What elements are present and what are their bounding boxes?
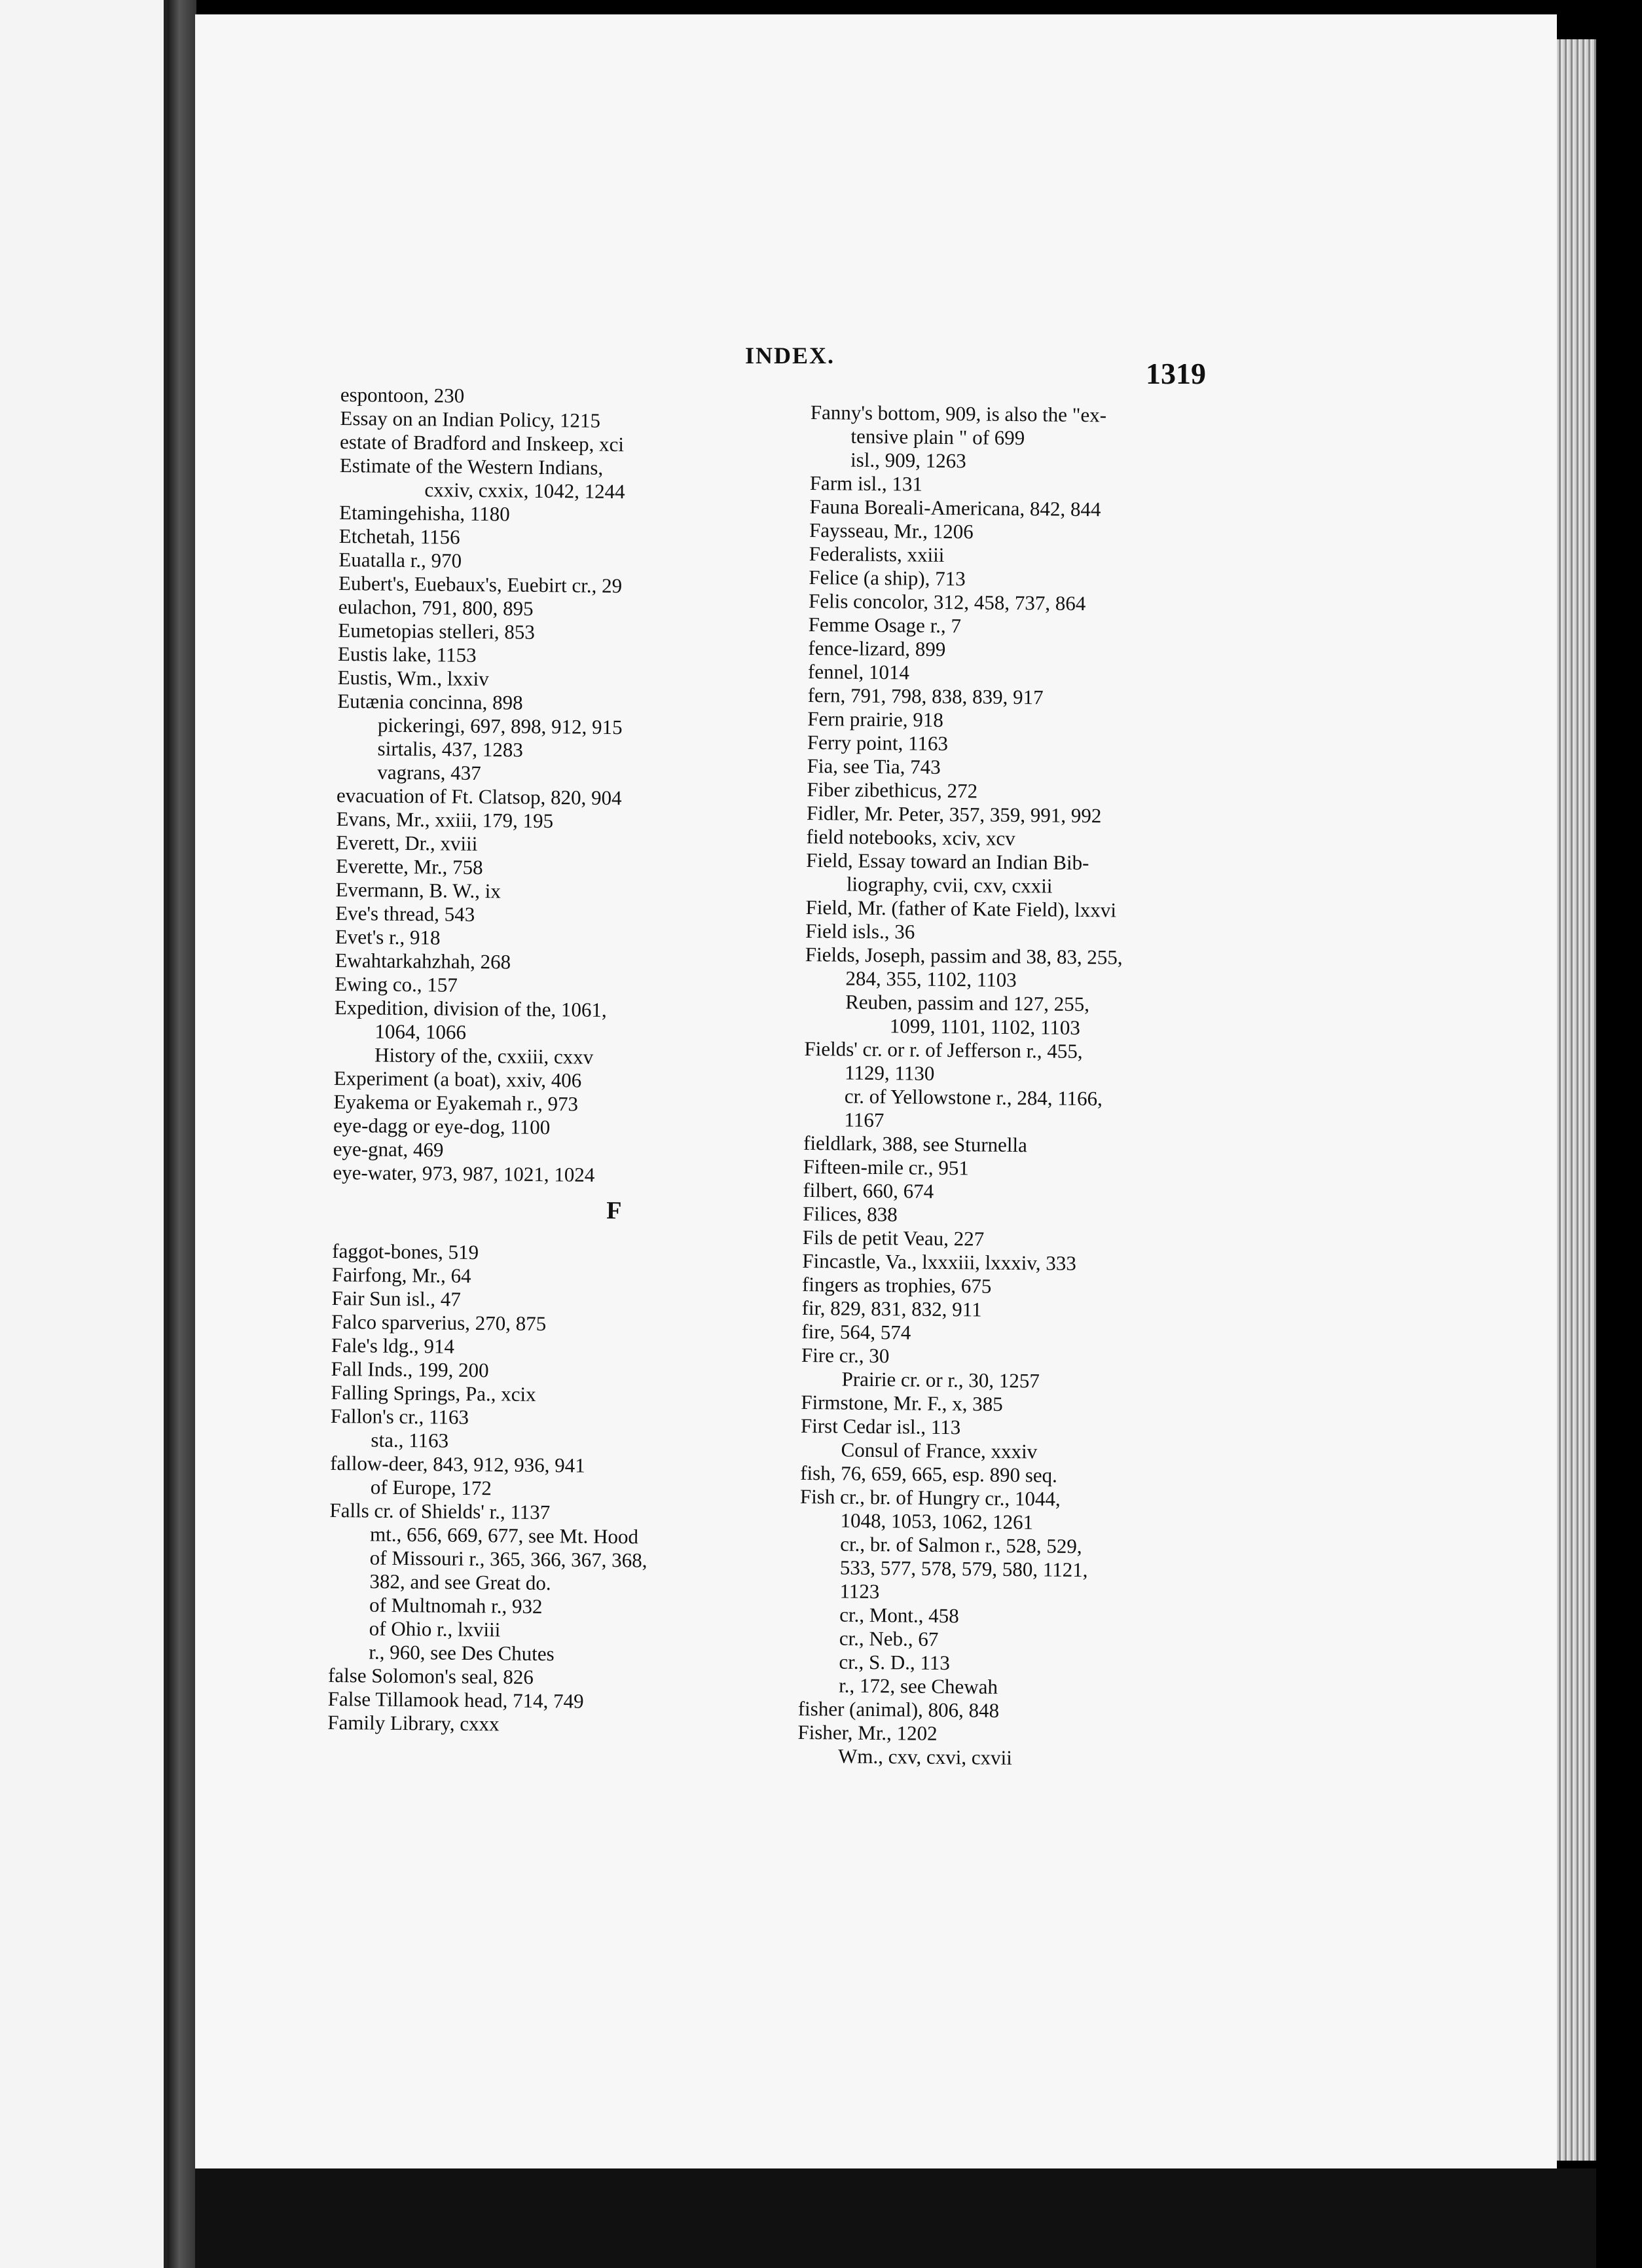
index-entry: Faysseau, Mr., 1206 — [809, 518, 974, 543]
index-entry: 1129, 1130 — [844, 1061, 935, 1085]
index-entry: Fils de petit Veau, 227 — [802, 1225, 985, 1251]
index-entry: Field, Mr. (father of Kate Field), lxxvi — [805, 895, 1117, 922]
index-entry: Ewing co., 157 — [335, 972, 458, 997]
index-entry: fallow-deer, 843, 912, 936, 941 — [329, 1451, 585, 1477]
index-entry: Evermann, B. W., ix — [335, 877, 502, 903]
index-entry: of Missouri r., 365, 366, 367, 368, — [369, 1546, 648, 1572]
index-entry: Eustis, Wm., lxxiv — [337, 665, 489, 691]
index-entry: estate of Bradford and Inskeep, xci — [339, 430, 625, 456]
bottom-shadow — [195, 2168, 1596, 2268]
index-entry: fire, 564, 574 — [801, 1319, 911, 1344]
index-entry: field notebooks, xciv, xcv — [806, 824, 1015, 850]
index-entry: r., 172, see Chewah — [839, 1674, 998, 1698]
right-column — [797, 401, 1243, 1772]
index-entry: Fields, Joseph, passim and 38, 83, 255, — [805, 942, 1123, 969]
index-entry: Felice (a ship), 713 — [809, 565, 966, 591]
index-entry: Estimate of the Western Indians, — [339, 453, 604, 479]
index-entry: cr., S. D., 113 — [839, 1650, 951, 1675]
index-entry: Fire cr., 30 — [801, 1343, 890, 1368]
index-entry: vagrans, 437 — [377, 760, 481, 785]
index-entry: fern, 791, 798, 838, 839, 917 — [807, 683, 1044, 709]
index-entry: Falling Springs, Pa., xcix — [331, 1380, 536, 1406]
index-entry: Eutænia concinna, 898 — [337, 689, 523, 714]
index-entry: Etamingehisha, 1180 — [338, 500, 510, 526]
index-entry: Eubert's, Euebaux's, Euebirt cr., 29 — [338, 571, 623, 598]
index-entry: filbert, 660, 674 — [803, 1178, 934, 1203]
index-entry: Fall Inds., 199, 200 — [331, 1357, 489, 1382]
index-entry: Field, Essay toward an Indian Bib- — [806, 848, 1089, 875]
index-entry: 1048, 1053, 1062, 1261 — [840, 1509, 1034, 1534]
index-entry: Evans, Mr., xxiii, 179, 195 — [336, 807, 554, 833]
index-entry: of Europe, 172 — [370, 1475, 492, 1500]
index-entry: Ewahtarkahzhah, 268 — [335, 948, 511, 974]
index-entry: 1167 — [844, 1108, 885, 1132]
index-entry: Fair Sun isl., 47 — [331, 1286, 461, 1311]
index-entry: False Tillamook head, 714, 749 — [327, 1687, 584, 1713]
index-entry: 284, 355, 1102, 1103 — [845, 966, 1017, 992]
index-entry: eye-gnat, 469 — [333, 1137, 444, 1161]
index-entry: cr., Mont., 458 — [839, 1603, 959, 1628]
index-entry: Fincastle, Va., lxxxiii, lxxxiv, 333 — [802, 1249, 1077, 1275]
index-entry: cr., Neb., 67 — [839, 1626, 939, 1651]
index-entry: tensive plain " of 699 — [850, 424, 1025, 450]
index-page — [195, 14, 1557, 2168]
index-entry: faggot-bones, 519 — [332, 1239, 479, 1264]
page-title: INDEX. — [745, 342, 835, 369]
index-entry: pickeringi, 697, 898, 912, 915 — [377, 713, 623, 739]
left-entries-e — [333, 383, 759, 1188]
index-entry: fish, 76, 659, 665, esp. 890 seq. — [800, 1461, 1058, 1487]
index-entry: fieldlark, 388, see Sturnella — [803, 1131, 1028, 1157]
index-entry: Federalists, xxiii — [809, 541, 945, 566]
index-entry: Ferry point, 1163 — [807, 730, 949, 756]
left-entries-f — [327, 1239, 751, 1738]
index-entry: fir, 829, 831, 832, 911 — [801, 1296, 982, 1321]
index-entry: eulachon, 791, 800, 895 — [338, 594, 534, 620]
index-entry: Eyakema or Eyakemah r., 973 — [333, 1089, 579, 1116]
index-entry: Everett, Dr., xviii — [336, 830, 478, 856]
index-entry: Fauna Boreali-Americana, 842, 844 — [809, 494, 1101, 521]
index-entry: Experiment (a boat), xxiv, 406 — [333, 1066, 582, 1092]
index-entry: Field isls., 36 — [805, 919, 915, 943]
index-entry: Essay on an Indian Policy, 1215 — [340, 406, 601, 432]
index-entry: First Cedar isl., 113 — [800, 1414, 961, 1439]
index-entry: Everette, Mr., 758 — [335, 854, 483, 879]
index-entry: Etchetah, 1156 — [338, 524, 460, 549]
index-entry: Fia, see Tia, 743 — [807, 754, 941, 778]
index-entry: Wm., cxv, cxvi, cxvii — [837, 1744, 1013, 1770]
page-number: 1319 — [1146, 357, 1206, 390]
index-entry: liography, cvii, cxv, cxxii — [846, 872, 1053, 898]
index-entry: Farm isl., 131 — [809, 471, 923, 496]
index-entry: sirtalis, 437, 1283 — [377, 737, 523, 761]
left-column — [327, 383, 759, 1738]
index-entry: 1123 — [839, 1579, 880, 1603]
index-entry: eye-water, 973, 987, 1021, 1024 — [333, 1160, 595, 1186]
index-entry: cxxiv, cxxix, 1042, 1244 — [424, 478, 625, 503]
index-entry: Eumetopias stelleri, 853 — [338, 618, 535, 644]
index-entry: Consul of France, xxxiv — [841, 1438, 1038, 1463]
index-entry: of Ohio r., lxviii — [369, 1617, 501, 1641]
index-entry: Reuben, passim and 127, 255, — [845, 990, 1090, 1016]
index-entry: r., 960, see Des Chutes — [369, 1640, 555, 1666]
index-entry: Fanny's bottom, 909, is also the "ex- — [810, 401, 1107, 427]
index-entry: isl., 909, 1263 — [850, 448, 966, 473]
index-entry: Fairfong, Mr., 64 — [331, 1262, 471, 1287]
index-entry: Felis concolor, 312, 458, 737, 864 — [808, 589, 1086, 615]
index-entry: eye-dagg or eye-dog, 1100 — [333, 1113, 551, 1139]
index-entry: Prairie cr. or r., 30, 1257 — [841, 1367, 1040, 1393]
index-entry: Euatalla r., 970 — [338, 547, 462, 572]
book-gutter — [168, 0, 196, 2268]
page-edges — [1557, 39, 1596, 2161]
index-entry: Fiber zibethicus, 272 — [807, 777, 978, 803]
index-entry: fisher (animal), 806, 848 — [797, 1696, 1000, 1722]
index-entry: cr., br. of Salmon r., 528, 529, — [840, 1532, 1082, 1558]
index-entry: Fish cr., br. of Hungry cr., 1044, — [799, 1484, 1061, 1510]
index-entry: Fisher, Mr., 1202 — [797, 1720, 938, 1745]
index-entry: Femme Osage r., 7 — [808, 612, 962, 638]
index-entry: mt., 656, 669, 677, see Mt. Hood — [369, 1522, 639, 1548]
index-entry: Fields' cr. or r. of Jefferson r., 455, — [804, 1036, 1083, 1063]
index-entry: false Solomon's seal, 826 — [327, 1663, 534, 1689]
index-entry: fence-lizard, 899 — [808, 636, 946, 661]
index-entry: History of the, cxxiii, cxxv — [374, 1043, 594, 1069]
index-entry: 533, 577, 578, 579, 580, 1121, — [839, 1556, 1088, 1582]
index-entry: espontoon, 230 — [340, 383, 465, 407]
index-entry: evacuation of Ft. Clatsop, 820, 904 — [336, 783, 622, 810]
index-entry: of Multnomah r., 932 — [369, 1593, 543, 1619]
index-entry: Fidler, Mr. Peter, 357, 359, 991, 992 — [806, 801, 1102, 828]
index-entry: Evet's r., 918 — [335, 924, 441, 949]
index-entry: 1099, 1101, 1102, 1103 — [889, 1014, 1081, 1039]
index-entry: Falco sparverius, 270, 875 — [331, 1309, 547, 1336]
index-entry: fennel, 1014 — [807, 659, 910, 684]
index-entry: 382, and see Great do. — [369, 1569, 551, 1595]
section-letter-f: F — [606, 1196, 622, 1225]
right-entries — [797, 401, 1243, 1772]
index-entry: Filices, 838 — [802, 1201, 898, 1226]
index-entry: 1064, 1066 — [374, 1019, 467, 1044]
index-entry: sta., 1163 — [371, 1428, 449, 1452]
index-entry: Expedition, division of the, 1061, — [334, 995, 607, 1021]
index-entry: fingers as trophies, 675 — [801, 1272, 992, 1298]
index-entry: Fallon's cr., 1163 — [330, 1404, 469, 1429]
index-entry: Eustis lake, 1153 — [337, 642, 477, 667]
index-entry: Fern prairie, 918 — [807, 706, 943, 731]
index-entry: Eve's thread, 543 — [335, 901, 475, 926]
index-entry: Falls cr. of Shields' r., 1137 — [329, 1498, 551, 1524]
facing-page-edge — [0, 0, 168, 2268]
index-entry: Family Library, cxxx — [327, 1710, 500, 1736]
index-entry: Firmstone, Mr. F., x, 385 — [801, 1390, 1003, 1416]
index-entry: Fifteen-mile cr., 951 — [803, 1154, 970, 1180]
index-entry: cr. of Yellowstone r., 284, 1166, — [844, 1084, 1103, 1110]
index-entry: Fale's ldg., 914 — [331, 1333, 455, 1358]
